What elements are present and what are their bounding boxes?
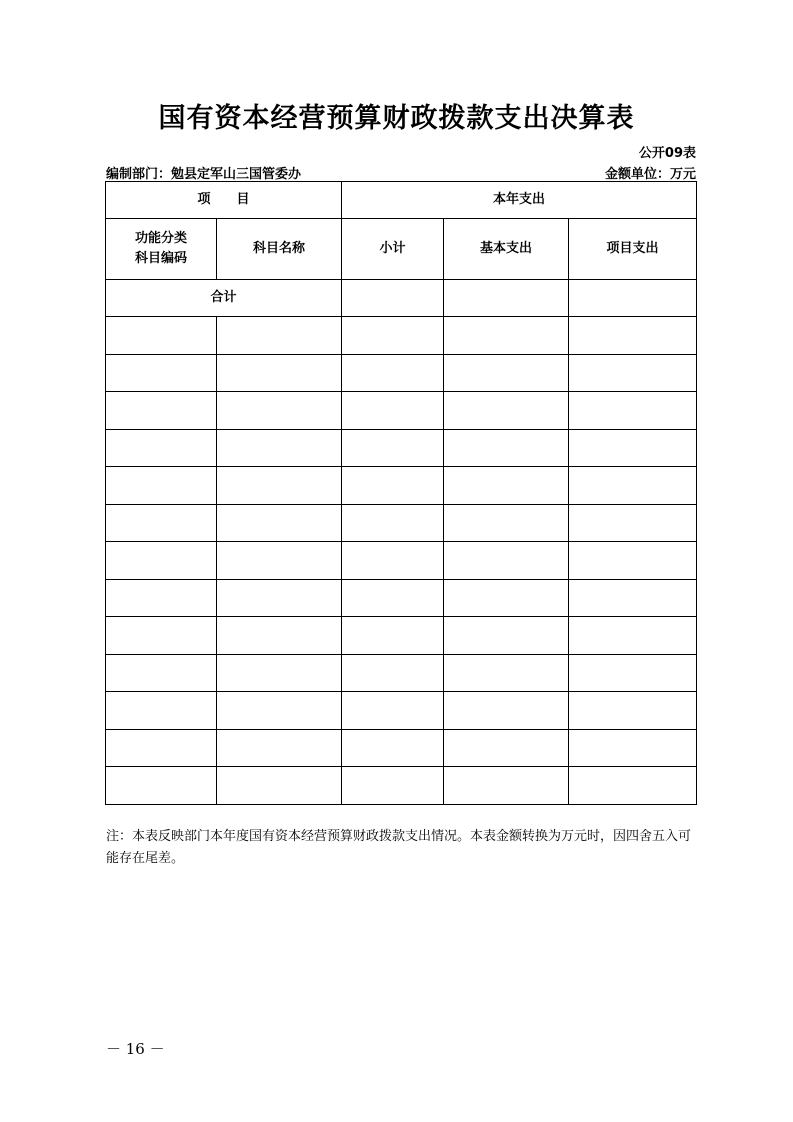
cell-project	[569, 429, 697, 467]
department-label: 编制部门：勉县定军山三国管委办	[106, 167, 302, 182]
cell-subtotal	[342, 654, 444, 692]
cell-basic	[444, 767, 569, 805]
table-row	[106, 692, 697, 730]
cell-project	[569, 354, 697, 392]
cell-basic	[444, 692, 569, 730]
expenditure-table	[105, 181, 697, 805]
cell-name	[217, 317, 342, 355]
header-current-year: 本年支出	[342, 182, 697, 219]
cell-code	[106, 767, 217, 805]
cell-code	[106, 392, 217, 430]
cell-code	[106, 692, 217, 730]
col-code-header	[106, 219, 217, 280]
cell-project	[569, 692, 697, 730]
cell-subtotal	[342, 692, 444, 730]
cell-project	[569, 317, 697, 355]
cell-basic	[444, 579, 569, 617]
cell-subtotal	[342, 542, 444, 580]
cell-name	[217, 692, 342, 730]
cell-name	[217, 617, 342, 655]
cell-project	[569, 617, 697, 655]
cell-name	[217, 429, 342, 467]
cell-code	[106, 317, 217, 355]
header-row-1	[106, 182, 697, 219]
col-code-label: 功能分类科目编码	[134, 231, 187, 266]
unit-label: 金额单位：万元	[604, 167, 696, 182]
cell-code	[106, 729, 217, 767]
table-row	[106, 579, 697, 617]
cell-subtotal	[342, 617, 444, 655]
cell-subtotal	[342, 392, 444, 430]
cell-basic	[444, 504, 569, 542]
table-row	[106, 392, 697, 430]
cell-project	[569, 767, 697, 805]
table-row	[106, 542, 697, 580]
table-row	[106, 729, 697, 767]
cell-name	[217, 579, 342, 617]
cell-basic	[444, 729, 569, 767]
cell-subtotal	[342, 317, 444, 355]
cell-name	[217, 767, 342, 805]
cell-code	[106, 467, 217, 505]
cell-code	[106, 654, 217, 692]
cell-name	[217, 542, 342, 580]
cell-project	[569, 542, 697, 580]
cell-project	[569, 729, 697, 767]
cell-project	[569, 504, 697, 542]
cell-name	[217, 354, 342, 392]
col-project-header: 项目支出	[569, 219, 697, 280]
col-name-header: 科目名称	[217, 219, 342, 280]
cell-code	[106, 579, 217, 617]
form-number: 公开09表	[638, 146, 696, 161]
cell-project	[569, 654, 697, 692]
cell-basic	[444, 654, 569, 692]
cell-subtotal	[342, 767, 444, 805]
cell-subtotal	[342, 467, 444, 505]
cell-basic	[444, 317, 569, 355]
cell-subtotal	[342, 429, 444, 467]
footnote: 注：本表反映部门本年度国有资本经营预算财政拨款支出情况。本表金额转换为万元时，因四舍五入可能存在尾差。	[106, 829, 692, 866]
cell-project	[569, 392, 697, 430]
header-item: 项 目	[106, 182, 342, 219]
cell-name	[217, 729, 342, 767]
table-row	[106, 467, 697, 505]
page-number: － 16 －	[106, 1040, 165, 1058]
cell-code	[106, 429, 217, 467]
header-row-2	[106, 219, 697, 280]
table-row	[106, 767, 697, 805]
cell-code	[106, 354, 217, 392]
table-row	[106, 354, 697, 392]
cell-basic	[444, 467, 569, 505]
cell-subtotal	[342, 729, 444, 767]
cell-name	[217, 467, 342, 505]
cell-basic	[444, 392, 569, 430]
total-basic	[444, 280, 569, 317]
cell-subtotal	[342, 579, 444, 617]
cell-name	[217, 392, 342, 430]
col-basic-header: 基本支出	[444, 219, 569, 280]
table-row	[106, 504, 697, 542]
total-label: 合计	[106, 280, 342, 317]
table-row	[106, 317, 697, 355]
cell-basic	[444, 429, 569, 467]
cell-name	[217, 654, 342, 692]
cell-project	[569, 467, 697, 505]
table-row	[106, 429, 697, 467]
total-subtotal	[342, 280, 444, 317]
cell-project	[569, 579, 697, 617]
cell-code	[106, 542, 217, 580]
cell-code	[106, 504, 217, 542]
table-row	[106, 654, 697, 692]
cell-basic	[444, 542, 569, 580]
cell-code	[106, 617, 217, 655]
total-row	[106, 280, 697, 317]
document-title: 国有资本经营预算财政拨款支出决算表	[158, 103, 635, 134]
cell-name	[217, 504, 342, 542]
cell-subtotal	[342, 504, 444, 542]
cell-subtotal	[342, 354, 444, 392]
col-subtotal-header: 小计	[342, 219, 444, 280]
cell-basic	[444, 617, 569, 655]
total-project	[569, 280, 697, 317]
cell-basic	[444, 354, 569, 392]
table-row	[106, 617, 697, 655]
